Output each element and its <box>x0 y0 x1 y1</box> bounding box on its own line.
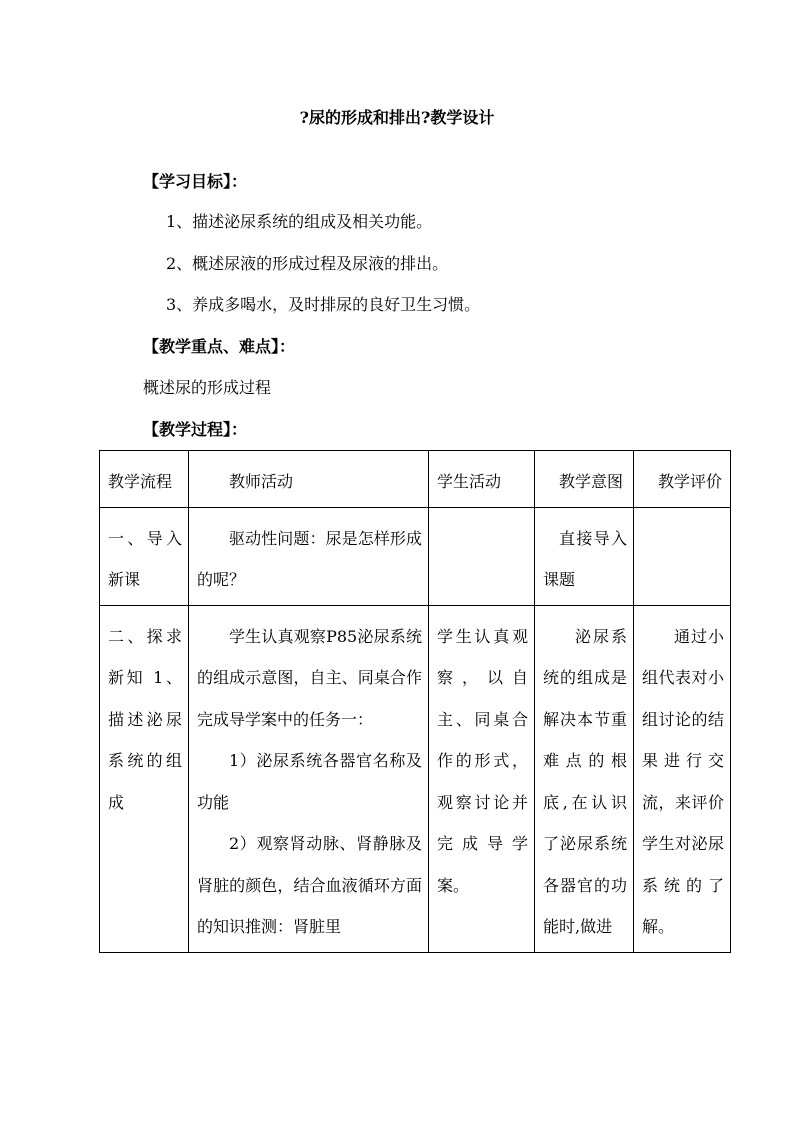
table-row <box>100 507 731 605</box>
cell-eval <box>634 507 731 605</box>
teacher-paragraph: 2）观察肾动脉、肾静脉及肾脏的颜色，结合血液循环方面的知识推测：肾脏里 <box>197 834 422 936</box>
cell-intent: 泌尿系统的组成是解决本节重难点的根底,在认识了泌尿系统各器官的功能时,做进 <box>535 605 634 952</box>
table-header-row <box>100 451 731 508</box>
cell-student: 学生认真观察，以自主、同桌合作的形式，观察讨论并完成导学案。 <box>429 605 535 952</box>
cell-flow: 一、导入新课 <box>100 507 189 605</box>
header-cell-flow: 教学流程 <box>100 451 189 508</box>
teacher-paragraph: 学生认真观察P85泌尿系统的组成示意图，自主、同桌合作完成导学案中的任务一： <box>197 626 422 729</box>
teacher-paragraph: 1）泌尿系统各器官名称及功能 <box>197 751 422 812</box>
cell-intent: 直接导入课题 <box>535 507 634 605</box>
goal-item-2: 2、概述尿液的形成过程及尿液的排出。 <box>166 254 449 273</box>
cell-eval: 通过小组代表对小组讨论的结果进行交流，来评价学生对泌尿系统的了解。 <box>634 605 731 952</box>
goal-item-1: 1、描述泌尿系统的组成及相关功能。 <box>166 212 433 231</box>
goals-heading: 【学习目标】： <box>143 172 248 191</box>
goal-item-3: 3、养成多喝水，及时排尿的良好卫生习惯。 <box>166 295 481 314</box>
key-points-text: 概述尿的形成过程 <box>143 378 272 397</box>
key-points-heading: 【教学重点、难点】： <box>143 337 296 356</box>
header-cell-intent: 教学意图 <box>535 451 634 508</box>
cell-teacher: 驱动性问题：尿是怎样形成的呢？ <box>189 507 429 605</box>
process-heading: 【教学过程】： <box>143 420 248 439</box>
cell-teacher <box>189 605 429 952</box>
cell-student <box>429 507 535 605</box>
header-cell-teacher: 教师活动 <box>189 451 429 508</box>
header-cell-student: 学生活动 <box>429 451 535 508</box>
cell-flow: 二、探求新知 1、 描述泌尿系统的组成 <box>100 605 189 952</box>
lesson-table <box>99 450 731 953</box>
document-title: ?尿的形成和排出?教学设计 <box>299 108 495 127</box>
header-cell-eval: 教学评价 <box>634 451 731 508</box>
table-row <box>100 605 731 952</box>
